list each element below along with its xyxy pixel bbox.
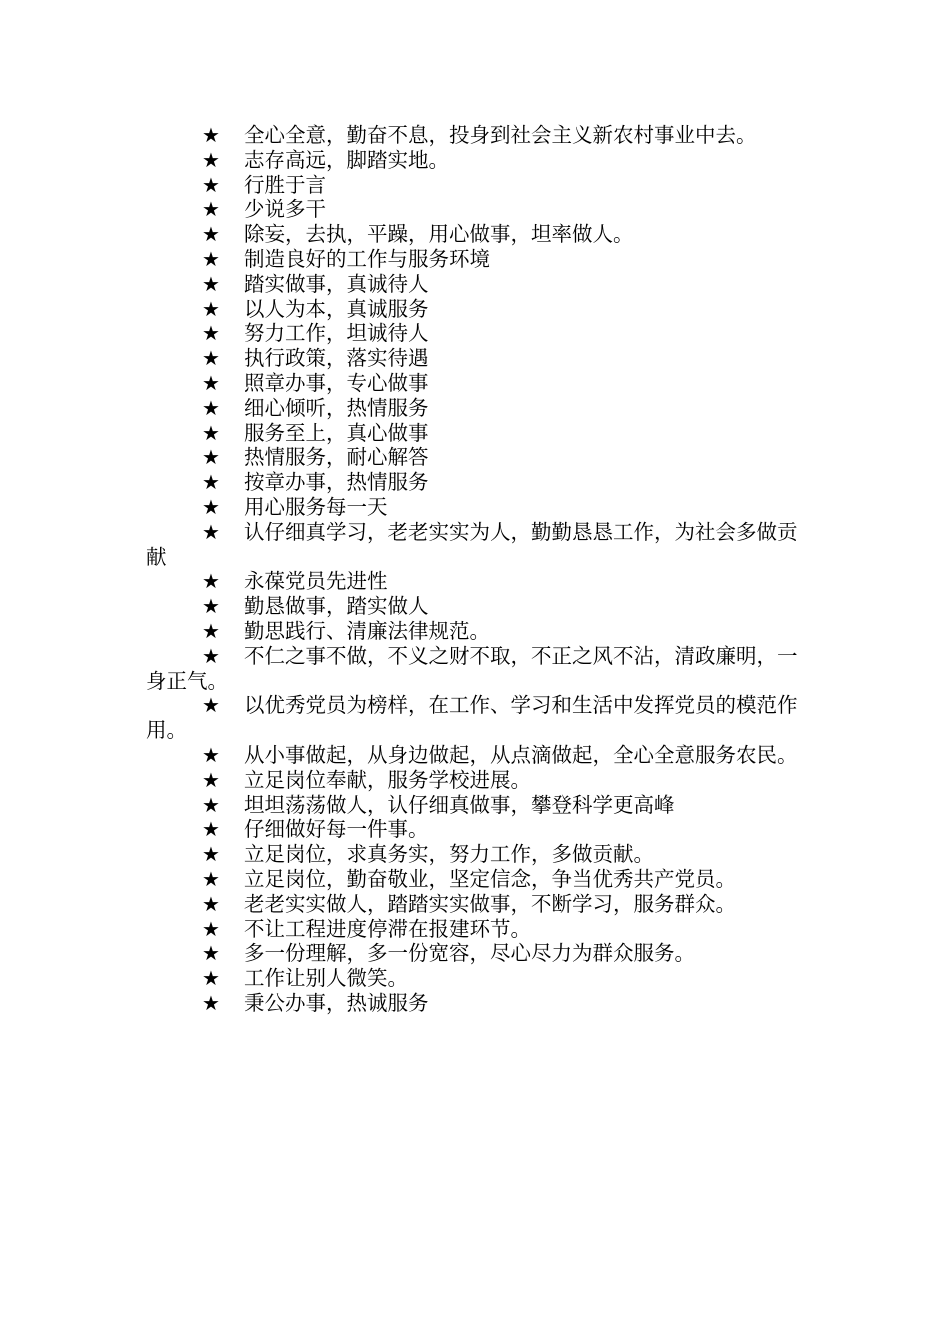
- star-bullet-icon: ★: [202, 817, 220, 842]
- star-bullet-icon: ★: [202, 296, 220, 321]
- list-item: [146, 892, 810, 917]
- item-text: 坦坦荡荡做人，认仔细真做事，攀登科学更高峰: [244, 792, 675, 817]
- list-item: [146, 445, 810, 470]
- list-item: [146, 917, 810, 942]
- list-item: [146, 321, 810, 346]
- item-text: 立足岗位奉献，服务学校进展。: [244, 767, 531, 792]
- list-item: [146, 842, 810, 867]
- list-item: [146, 693, 810, 743]
- star-bullet-icon: ★: [202, 569, 220, 594]
- list-item: [146, 743, 810, 768]
- item-text: 行胜于言: [244, 172, 326, 197]
- list-item: [146, 247, 810, 272]
- item-text: 以优秀党员为榜样，在工作、学习和生活中发挥党员的模范作用。: [146, 693, 798, 743]
- star-bullet-icon: ★: [202, 519, 220, 544]
- list-item: [146, 495, 810, 520]
- star-bullet-icon: ★: [202, 693, 220, 718]
- list-item: [146, 371, 810, 396]
- list-item: [146, 346, 810, 371]
- item-text: 少说多干: [244, 197, 326, 222]
- item-text: 用心服务每一天: [244, 494, 388, 519]
- star-bullet-icon: ★: [202, 346, 220, 371]
- item-text: 工作让别人微笑。: [244, 966, 408, 991]
- star-bullet-icon: ★: [202, 321, 220, 346]
- item-text: 照章办事，专心做事: [244, 370, 429, 395]
- item-text: 不仁之事不做，不义之财不取，不正之风不沾，清政廉明，一身正气。: [146, 643, 798, 693]
- item-text: 多一份理解，多一份宽容，尽心尽力为群众服务。: [244, 941, 695, 966]
- list-item: [146, 396, 810, 421]
- star-bullet-icon: ★: [202, 147, 220, 172]
- item-text: 立足岗位，求真务实，努力工作，多做贡献。: [244, 842, 654, 867]
- star-bullet-icon: ★: [202, 271, 220, 296]
- star-bullet-icon: ★: [202, 891, 220, 916]
- list-item: [146, 197, 810, 222]
- star-bullet-icon: ★: [202, 742, 220, 767]
- item-text: 踏实做事，真诚待人: [244, 271, 429, 296]
- star-bullet-icon: ★: [202, 767, 220, 792]
- list-item: [146, 991, 810, 1016]
- list-item: [146, 569, 810, 594]
- list-item: [146, 123, 810, 148]
- item-text: 除妄，去执，平躁，用心做事，坦率做人。: [244, 222, 634, 247]
- star-bullet-icon: ★: [202, 197, 220, 222]
- star-bullet-icon: ★: [202, 420, 220, 445]
- list-item: [146, 619, 810, 644]
- item-text: 以人为本，真诚服务: [244, 296, 429, 321]
- item-text: 不让工程进度停滞在报建环节。: [244, 916, 531, 941]
- star-bullet-icon: ★: [202, 618, 220, 643]
- star-bullet-icon: ★: [202, 594, 220, 619]
- item-text: 仔细做好每一件事。: [244, 817, 429, 842]
- list-item: [146, 520, 810, 570]
- list-item: [146, 297, 810, 322]
- star-bullet-icon: ★: [202, 445, 220, 470]
- item-text: 永葆党员先进性: [244, 569, 388, 594]
- list-item: [146, 272, 810, 297]
- star-bullet-icon: ★: [202, 966, 220, 991]
- star-bullet-icon: ★: [202, 842, 220, 867]
- star-bullet-icon: ★: [202, 395, 220, 420]
- item-text: 从小事做起，从身边做起，从点滴做起，全心全意服务农民。: [244, 742, 798, 767]
- item-text: 勤恳做事，踏实做人: [244, 594, 429, 619]
- star-bullet-icon: ★: [202, 941, 220, 966]
- item-text: 执行政策，落实待遇: [244, 346, 429, 371]
- motto-list: [146, 123, 810, 1016]
- list-item: [146, 793, 810, 818]
- list-item: [146, 817, 810, 842]
- star-bullet-icon: ★: [202, 792, 220, 817]
- item-text: 认仔细真学习，老老实实为人，勤勤恳恳工作，为社会多做贡献: [146, 519, 798, 569]
- item-text: 努力工作，坦诚待人: [244, 321, 429, 346]
- star-bullet-icon: ★: [202, 494, 220, 519]
- item-text: 按章办事，热情服务: [244, 470, 429, 495]
- star-bullet-icon: ★: [202, 643, 220, 668]
- list-item: [146, 470, 810, 495]
- item-text: 立足岗位，勤奋敬业，坚定信念，争当优秀共产党员。: [244, 866, 736, 891]
- item-text: 制造良好的工作与服务环境: [244, 246, 490, 271]
- list-item: [146, 421, 810, 446]
- item-text: 服务至上，真心做事: [244, 420, 429, 445]
- list-item: [146, 594, 810, 619]
- star-bullet-icon: ★: [202, 123, 220, 147]
- item-text: 细心倾听，热情服务: [244, 395, 429, 420]
- list-item: [146, 222, 810, 247]
- list-item: [146, 148, 810, 173]
- star-bullet-icon: ★: [202, 866, 220, 891]
- star-bullet-icon: ★: [202, 222, 220, 247]
- item-text: 热情服务，耐心解答: [244, 445, 429, 470]
- star-bullet-icon: ★: [202, 246, 220, 271]
- item-text: 志存高远，脚踏实地。: [244, 147, 449, 172]
- list-item: [146, 768, 810, 793]
- star-bullet-icon: ★: [202, 916, 220, 941]
- item-text: 全心全意，勤奋不息，投身到社会主义新农村事业中去。: [244, 123, 757, 147]
- item-text: 老老实实做人，踏踏实实做事，不断学习，服务群众。: [244, 891, 736, 916]
- list-item: [146, 867, 810, 892]
- list-item: [146, 173, 810, 198]
- star-bullet-icon: ★: [202, 172, 220, 197]
- list-item: [146, 941, 810, 966]
- list-item: [146, 966, 810, 991]
- item-text: 秉公办事，热诚服务: [244, 990, 429, 1015]
- list-item: [146, 644, 810, 694]
- star-bullet-icon: ★: [202, 990, 220, 1015]
- star-bullet-icon: ★: [202, 470, 220, 495]
- item-text: 勤思践行、清廉法律规范。: [244, 618, 490, 643]
- star-bullet-icon: ★: [202, 370, 220, 395]
